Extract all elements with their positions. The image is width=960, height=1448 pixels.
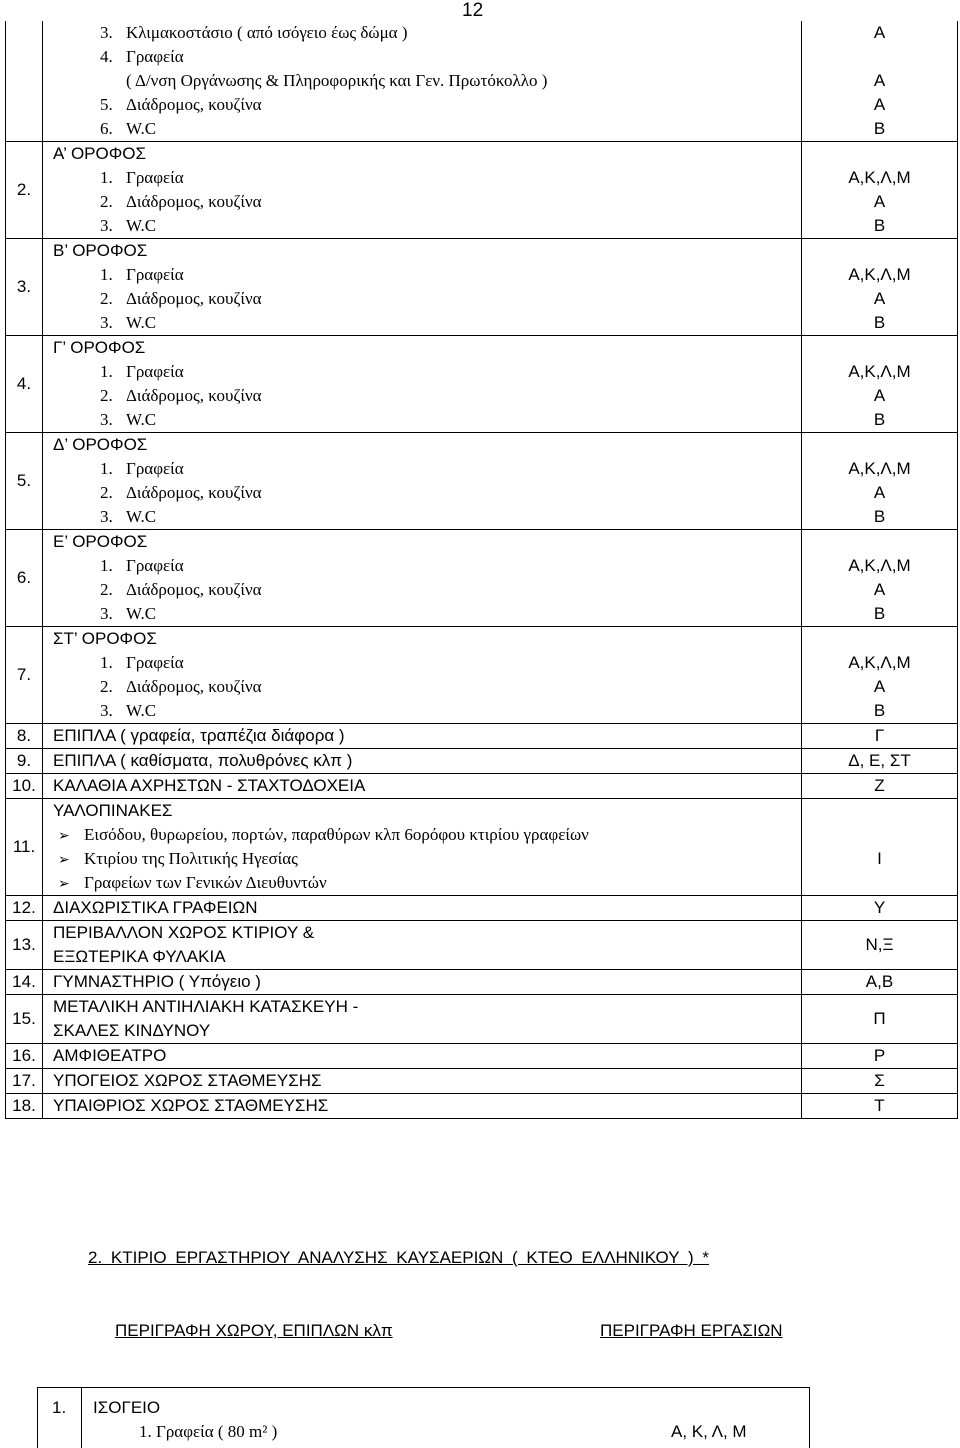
work-code: Α <box>873 23 886 42</box>
table-row <box>6 336 958 433</box>
bullet-text: Γραφείων των Γενικών Διευθυντών <box>84 873 327 892</box>
work-code: Ζ <box>874 776 885 795</box>
row-codes <box>802 1069 958 1094</box>
table-row <box>6 239 958 336</box>
work-code: Α <box>873 677 886 696</box>
item-number: 1. <box>100 168 113 187</box>
row-description <box>43 336 802 433</box>
work-code: Β <box>873 701 886 720</box>
work-code: Β <box>873 410 886 429</box>
row-description <box>43 799 802 896</box>
cleaning-schedule-table <box>5 21 958 1119</box>
description-line <box>53 699 801 723</box>
item-number: 3. <box>100 23 113 42</box>
work-code <box>802 433 957 457</box>
item-number: 3. <box>100 410 113 429</box>
arrow-bullet-icon: ➢ <box>58 829 70 844</box>
work-code: Υ <box>873 898 886 917</box>
description-line: ΣΚΑΛΕΣ ΚΙΝΔΥΝΟΥ <box>53 1021 211 1040</box>
row-number <box>6 21 43 142</box>
work-codes: Α, Κ, Λ, Μ <box>671 1422 747 1441</box>
work-code: Α <box>873 192 886 211</box>
item-text: Διάδρομος, κουζίνα <box>126 483 262 502</box>
row-description <box>43 995 802 1044</box>
work-code: Ι <box>877 849 882 868</box>
table-row <box>6 1069 958 1094</box>
work-code: Β <box>873 216 886 235</box>
table-row <box>6 21 958 142</box>
description-line <box>53 578 801 602</box>
item-number: 2. <box>100 289 113 308</box>
row-codes <box>802 724 958 749</box>
table-row <box>6 774 958 799</box>
description-line <box>53 190 801 214</box>
row-description <box>43 774 802 799</box>
row-codes <box>802 336 958 433</box>
floor-heading: Δ’ ΟΡΟΦΟΣ <box>53 435 148 454</box>
work-code: Β <box>873 604 886 623</box>
description-line <box>53 214 801 238</box>
description-line <box>53 675 801 699</box>
row-codes <box>802 1044 958 1069</box>
row-number: 17. <box>6 1069 43 1094</box>
row-number: 4. <box>6 336 43 433</box>
description-line <box>53 457 801 481</box>
item-text: Διάδρομος, κουζίνα <box>126 192 262 211</box>
description-line <box>53 45 801 69</box>
item-text: Γραφεία <box>126 47 184 66</box>
item-text: Διάδρομος, κουζίνα <box>126 95 262 114</box>
description-line <box>53 847 801 871</box>
table-row <box>6 995 958 1044</box>
item-text: Γραφεία <box>126 168 184 187</box>
row-number: 15. <box>6 995 43 1044</box>
table-row <box>6 749 958 774</box>
item-text: ( Δ/νση Οργάνωσης & Πληροφορικής και Γεν. Πρωτόκολλο ) <box>126 71 548 90</box>
row-description <box>43 1094 802 1119</box>
row-description <box>43 921 802 970</box>
work-code <box>802 627 957 651</box>
section-2-table <box>37 1387 810 1448</box>
item-number: 4. <box>100 47 113 66</box>
table-row <box>6 970 958 995</box>
row-codes <box>802 1094 958 1119</box>
row-description <box>43 21 802 142</box>
description-line <box>53 117 801 141</box>
item-text: W.C <box>126 216 157 235</box>
work-code <box>802 239 957 263</box>
table-row <box>6 627 958 724</box>
description-line: ΚΑΛΑΘΙΑ ΑΧΡΗΣΤΩΝ - ΣΤΑΧΤΟΔΟΧΕΙΑ <box>53 776 366 795</box>
table-row <box>6 1094 958 1119</box>
row-number: 10. <box>6 774 43 799</box>
row-description <box>43 239 802 336</box>
item-number: 3. <box>100 313 113 332</box>
description-line <box>53 21 801 45</box>
description-line <box>53 481 801 505</box>
work-code: Τ <box>874 1096 885 1115</box>
item-number: 3. <box>100 701 113 720</box>
row-codes: Ν,Ξ <box>802 921 958 970</box>
floor-heading: Ε’ ΟΡΟΦΟΣ <box>53 532 148 551</box>
row-description <box>43 627 802 724</box>
item-text: Γραφεία <box>126 556 184 575</box>
work-code: Α,Κ,Λ,Μ <box>848 265 911 284</box>
description-line: ΕΠΙΠΛΑ ( καθίσματα, πολυθρόνες κλπ ) <box>53 751 353 770</box>
item-number: 3. <box>100 604 113 623</box>
item-text: Διάδρομος, κουζίνα <box>126 289 262 308</box>
row-number: 18. <box>6 1094 43 1119</box>
row-number: 13. <box>6 921 43 970</box>
bullet-text: Εισόδου, θυρωρείου, πορτών, παραθύρων κλπ 6ορόφου κτιρίου γραφείων <box>84 825 589 844</box>
item-number: 6. <box>100 119 113 138</box>
item-text: 1. Γραφεία ( 80 m² ) <box>139 1422 278 1441</box>
item-number: 2. <box>100 483 113 502</box>
floor-heading: Β’ ΟΡΟΦΟΣ <box>53 241 148 260</box>
bullet-text: Κτιρίου της Πολιτικής Ηγεσίας <box>84 849 298 868</box>
floor-heading: ΙΣΟΓΕΙΟ <box>93 1398 161 1417</box>
work-code: Α,Κ,Λ,Μ <box>848 362 911 381</box>
table-row <box>6 921 958 970</box>
description-line: ΕΠΙΠΛΑ ( γραφεία, τραπέζια διάφορα ) <box>53 726 345 745</box>
row-description <box>43 749 802 774</box>
table-row <box>6 433 958 530</box>
work-code: Α <box>873 386 886 405</box>
column-header-space-description: ΠΕΡΙΓΡΑΦΗ ΧΩΡΟΥ, ΕΠΙΠΛΩΝ κλπ <box>115 1321 393 1340</box>
description-line: ΥΠΟΓΕΙΟΣ ΧΩΡΟΣ ΣΤΑΘΜΕΥΣΗΣ <box>53 1071 322 1090</box>
section-2-title: 2. ΚΤΙΡΙΟ ΕΡΓΑΣΤΗΡΙΟΥ ΑΝΑΛΥΣΗΣ ΚΑΥΣΑΕΡΙΩΝ ( ΚΤΕΟ ΕΛΛΗΝΙΚΟΥ ) * <box>88 1248 709 1267</box>
row-number: 7. <box>6 627 43 724</box>
work-code: Α,Κ,Λ,Μ <box>848 556 911 575</box>
description-line <box>53 823 801 847</box>
row-codes: Π <box>802 995 958 1044</box>
work-code: Β <box>873 119 886 138</box>
table-row <box>6 896 958 921</box>
item-text: W.C <box>126 410 157 429</box>
row-number: 1. <box>52 1398 67 1417</box>
item-text: W.C <box>126 604 157 623</box>
description-line <box>53 871 801 895</box>
row-number: 9. <box>6 749 43 774</box>
column-header-work-description: ΠΕΡΙΓΡΑΦΗ ΕΡΓΑΣΙΩΝ <box>600 1321 783 1340</box>
description-line <box>53 69 801 93</box>
item-text: Γραφεία <box>126 459 184 478</box>
work-code: Γ <box>874 726 885 745</box>
work-code: Α,Κ,Λ,Μ <box>848 653 911 672</box>
row-codes <box>802 896 958 921</box>
row-codes <box>802 21 958 142</box>
floor-heading: Γ’ ΟΡΟΦΟΣ <box>53 338 146 357</box>
row-number: 16. <box>6 1044 43 1069</box>
item-number: 1. <box>100 653 113 672</box>
work-code <box>802 799 957 823</box>
row-description <box>43 970 802 995</box>
item-text: W.C <box>126 313 157 332</box>
row-number: 8. <box>6 724 43 749</box>
table-row <box>6 799 958 896</box>
row-number: 14. <box>6 970 43 995</box>
description-line: ΠΕΡΙΒΑΛΛΟΝ ΧΩΡΟΣ ΚΤΙΡΙΟΥ & <box>53 923 315 942</box>
item-text: Γραφεία <box>126 653 184 672</box>
row-codes <box>802 530 958 627</box>
description-line: ΥΑΛΟΠΙΝΑΚΕΣ <box>53 801 173 820</box>
item-text: Γραφεία <box>126 265 184 284</box>
work-code: Α <box>873 95 886 114</box>
work-code <box>802 823 957 847</box>
table-divider <box>81 1388 82 1448</box>
description-line <box>53 93 801 117</box>
table-row <box>6 142 958 239</box>
item-number: 1. <box>100 459 113 478</box>
work-code: Α,Β <box>865 972 894 991</box>
table-row <box>6 724 958 749</box>
row-description <box>43 724 802 749</box>
item-number: 1. <box>100 556 113 575</box>
work-code: Α <box>873 289 886 308</box>
row-description <box>43 1044 802 1069</box>
row-codes <box>802 627 958 724</box>
item-number: 1. <box>100 265 113 284</box>
row-codes <box>802 433 958 530</box>
row-codes <box>802 774 958 799</box>
description-line <box>53 408 801 432</box>
work-code: Β <box>873 313 886 332</box>
item-text: Διάδρομος, κουζίνα <box>126 677 262 696</box>
row-description <box>43 142 802 239</box>
work-code <box>802 142 957 166</box>
row-number: 12. <box>6 896 43 921</box>
item-number: 5. <box>100 95 113 114</box>
item-text: W.C <box>126 119 157 138</box>
item-text: Διάδρομος, κουζίνα <box>126 386 262 405</box>
row-codes <box>802 142 958 239</box>
item-text: Διάδρομος, κουζίνα <box>126 580 262 599</box>
description-line <box>53 651 801 675</box>
item-number: 3. <box>100 216 113 235</box>
floor-heading: ΣΤ’ ΟΡΟΦΟΣ <box>53 629 157 648</box>
work-code <box>802 336 957 360</box>
item-text: Γραφεία <box>126 362 184 381</box>
row-number: 3. <box>6 239 43 336</box>
description-line <box>53 263 801 287</box>
page-number: 12 <box>462 0 484 21</box>
item-number: 2. <box>100 580 113 599</box>
description-line <box>53 384 801 408</box>
work-code: Ρ <box>873 1046 886 1065</box>
row-description <box>43 1069 802 1094</box>
table-row <box>6 530 958 627</box>
item-number: 1. <box>100 362 113 381</box>
row-codes <box>802 239 958 336</box>
work-code <box>802 45 957 69</box>
row-number: 2. <box>6 142 43 239</box>
work-code: Α,Κ,Λ,Μ <box>848 168 911 187</box>
description-line: ΥΠΑΙΘΡΙΟΣ ΧΩΡΟΣ ΣΤΑΘΜΕΥΣΗΣ <box>53 1096 329 1115</box>
work-code: Σ <box>874 1071 885 1090</box>
row-description <box>43 530 802 627</box>
work-code: Α <box>873 483 886 502</box>
row-number: 5. <box>6 433 43 530</box>
item-text: Κλιμακοστάσιο ( από ισόγειο έως δώμα ) <box>126 23 408 42</box>
floor-heading: Α’ ΟΡΟΦΟΣ <box>53 144 147 163</box>
description-line <box>53 166 801 190</box>
description-line <box>53 287 801 311</box>
item-number: 2. <box>100 192 113 211</box>
description-line <box>53 602 801 626</box>
work-code <box>802 871 957 895</box>
description-line: ΓΥΜΝΑΣΤΗΡΙΟ ( Υπόγειο ) <box>53 972 261 991</box>
item-number: 2. <box>100 677 113 696</box>
item-text: W.C <box>126 507 157 526</box>
work-code: Α <box>873 71 886 90</box>
work-code: Α,Κ,Λ,Μ <box>848 459 911 478</box>
description-line <box>53 505 801 529</box>
table-row <box>6 1044 958 1069</box>
row-codes <box>802 749 958 774</box>
item-number: 3. <box>100 507 113 526</box>
row-codes <box>802 970 958 995</box>
description-line <box>53 360 801 384</box>
work-code <box>802 530 957 554</box>
description-line: ΑΜΦΙΘΕΑΤΡΟ <box>53 1046 167 1065</box>
work-code: Δ, Ε, ΣΤ <box>848 751 911 770</box>
row-description <box>43 433 802 530</box>
description-line: ΜΕΤΑΛΙΚΗ ΑΝΤΙΗΛΙΑΚΗ ΚΑΤΑΣΚΕΥΗ - <box>53 997 359 1016</box>
work-code: Β <box>873 507 886 526</box>
row-number: 11. <box>6 799 43 896</box>
work-code: Α <box>873 580 886 599</box>
description-line: ΕΞΩΤΕΡΙΚΑ ΦΥΛΑΚΙΑ <box>53 947 226 966</box>
item-number: 2. <box>100 386 113 405</box>
description-line <box>53 554 801 578</box>
arrow-bullet-icon: ➢ <box>58 877 70 892</box>
description-line: ΔΙΑΧΩΡΙΣΤΙΚΑ ΓΡΑΦΕΙΩΝ <box>53 898 258 917</box>
item-text: W.C <box>126 701 157 720</box>
row-number: 6. <box>6 530 43 627</box>
description-line <box>53 311 801 335</box>
row-description <box>43 896 802 921</box>
arrow-bullet-icon: ➢ <box>58 853 70 868</box>
row-codes <box>802 799 958 896</box>
